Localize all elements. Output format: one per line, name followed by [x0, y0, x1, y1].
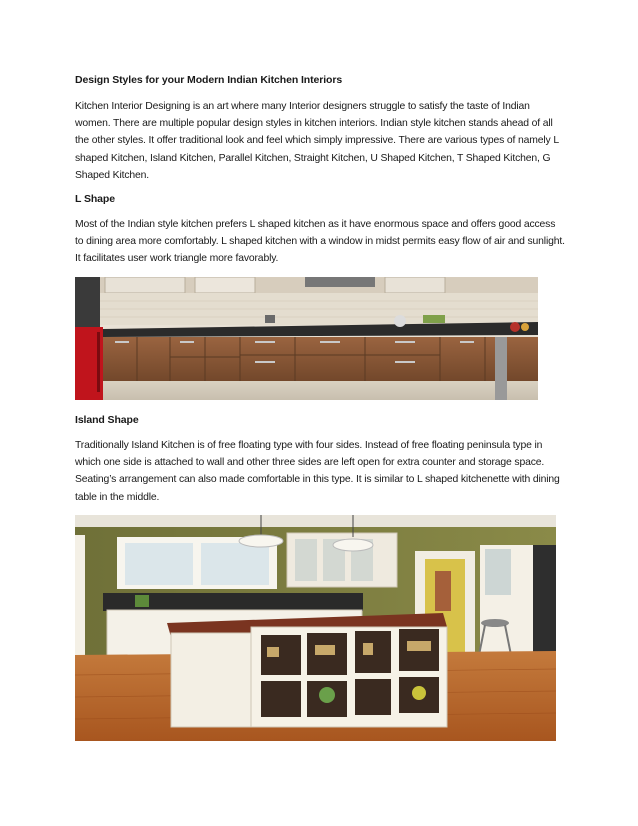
document-title: Design Styles for your Modern Indian Kitchen Interiors — [75, 74, 343, 86]
l-shape-kitchen-photo — [75, 277, 538, 400]
section-heading-island-shape: Island Shape — [75, 414, 139, 426]
section-body-l-shape: Most of the Indian style kitchen prefers L shaped kitchen as it have enormous space and offers good access to dining area more comfortably. L shaped kitchen with a window in midst permits easy flow of air and sunlight. It facilitates user work triangle more favorably. — [75, 219, 565, 265]
intro-paragraph: Kitchen Interior Designing is an art where many Interior designers struggle to satisfy the taste of Indian women. There are multiple popular design styles in kitchen interiors. Indian style kitchen stands ahead of all the other styles. It offer traditional look and feel which simply impressive. There are various types of namely L shaped Kitchen, Island Kitchen, Parallel Kitchen, Straight Kitchen, U Shaped Kitchen, T Shaped Kitchen, G Shaped Kitchen. — [75, 101, 559, 181]
island-kitchen-photo — [75, 515, 556, 741]
section-heading-l-shape: L Shape — [75, 193, 115, 205]
section-body-island-shape: Traditionally Island Kitchen is of free floating type with four sides. Instead of free floating peninsula type in which one side is attached to wall and other three sides are left open for extra counter and storage space. Seating’s arrangement can also made comfortable in this type. It is similar to L shaped kitchenette with dining table in the middle. — [75, 440, 560, 503]
